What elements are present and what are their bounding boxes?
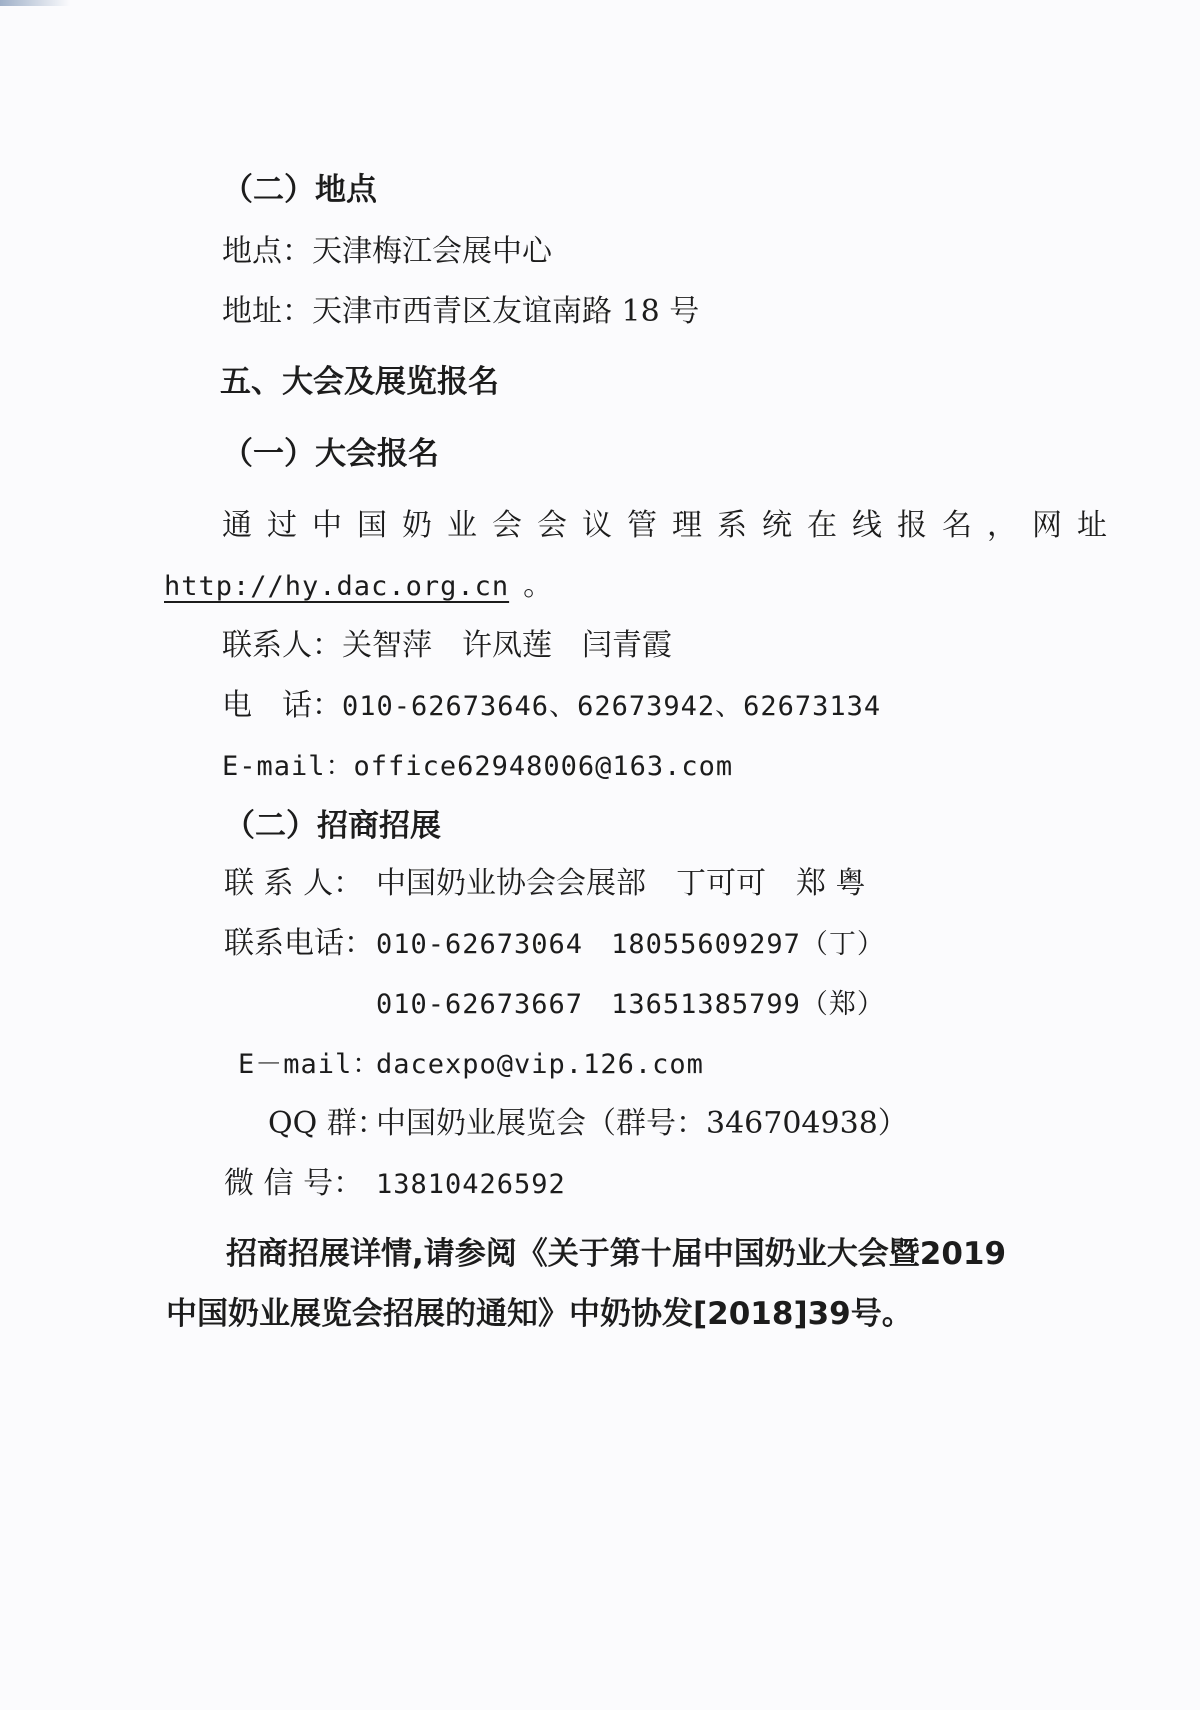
registration-email-row [222, 746, 733, 787]
address-value: 天津市西青区友谊南路 18 号 [312, 294, 700, 329]
expo-phone-row-2 [376, 984, 885, 1025]
expo-phone-line-1: 010-62673064 18055609297（丁） [376, 929, 885, 960]
expo-phone-label: 联系电话： [224, 926, 374, 961]
expo-contacts-value: 中国奶业协会会展部 丁可可 郑 粤 [376, 866, 866, 901]
registration-phone-label: 电 话： [222, 688, 342, 723]
registration-url-row [164, 566, 553, 607]
expo-contacts-row [224, 864, 866, 904]
registration-email-label: E-mail： [222, 751, 354, 782]
location-label: 地点： [222, 234, 312, 269]
registration-phone-value: 010-62673646、62673942、62673134 [342, 691, 882, 722]
registration-contacts-row [222, 626, 672, 666]
registration-url-link[interactable]: http://hy.dac.org.cn [164, 571, 510, 602]
expo-qq-label: QQ 群： [268, 1106, 387, 1141]
expo-wechat-value: 13810426592 [376, 1169, 566, 1200]
address-label: 地址： [222, 294, 312, 329]
notice-line-2: 中国奶业展览会招展的通知》中奶协发[2018]39号。 [166, 1296, 913, 1332]
expo-phone-line-2: 010-62673667 13651385799（郑） [376, 989, 885, 1020]
expo-wechat-label: 微 信 号： [224, 1166, 364, 1201]
registration-contacts-value: 关智萍 许凤莲 闫青霞 [342, 628, 672, 663]
location-row [222, 232, 552, 272]
registration-text: 通过中国奶业会会议管理系统在线报名，网址 [222, 508, 1122, 543]
location-value: 天津梅江会展中心 [312, 234, 552, 269]
scan-corner-mark [0, 0, 70, 6]
expo-qq-row [268, 1104, 908, 1144]
expo-email-row [238, 1044, 704, 1085]
part5-heading: 五、大会及展览报名 [220, 364, 499, 400]
expo-heading: （二）招商招展 [224, 808, 441, 844]
registration-url-period: 。 [523, 568, 554, 603]
expo-qq-value: 中国奶业展览会（群号：346704938） [376, 1106, 908, 1141]
notice-line-1: 招商招展详情,请参阅《关于第十届中国奶业大会暨2019 [226, 1236, 1007, 1272]
expo-email-value[interactable]: dacexpo@vip.126.com [376, 1049, 704, 1080]
expo-wechat-row [224, 1164, 566, 1205]
expo-email-label: E－mail： [238, 1049, 381, 1080]
address-row [222, 292, 699, 332]
registration-contacts-label: 联系人： [222, 628, 342, 663]
expo-contacts-label: 联 系 人： [224, 866, 364, 901]
location-heading: （二）地点 [222, 172, 377, 208]
registration-heading: （一）大会报名 [222, 436, 439, 472]
registration-email-value[interactable]: office62948006@163.com [353, 751, 734, 782]
registration-phone-row [222, 686, 881, 727]
expo-phone-row-1 [224, 924, 885, 965]
